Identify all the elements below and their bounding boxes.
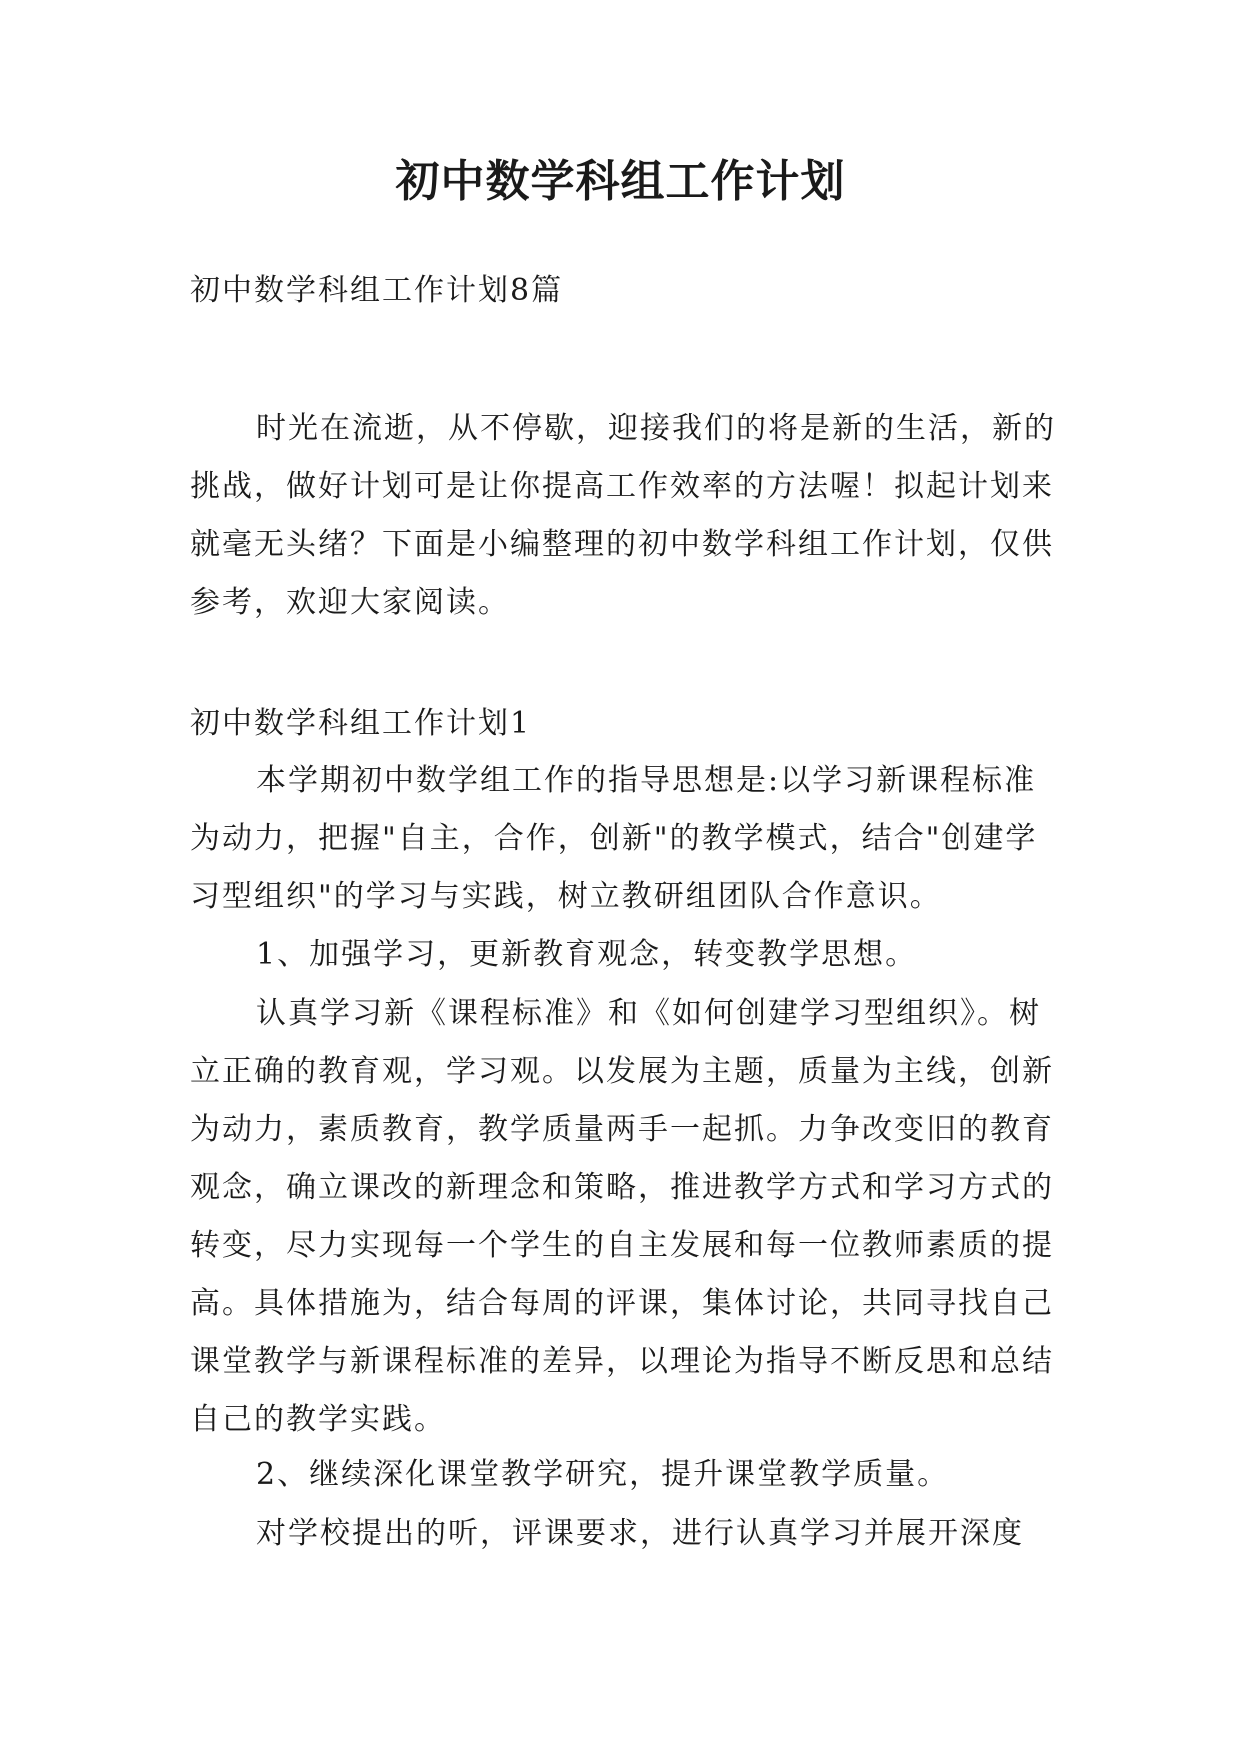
- body-paragraph: 对学校提出的听，评课要求，进行认真学习并展开深度: [256, 1516, 1024, 1551]
- list-heading: 1、加强学习，更新教育观念，转变教学思想。: [256, 937, 918, 972]
- list-heading: 2、继续深化课堂教学研究，提升课堂教学质量。: [256, 1457, 950, 1492]
- document-subtitle: 初中数学科组工作计划8篇: [190, 273, 564, 308]
- body-paragraph: 认真学习新《课程标准》和《如何创建学习型组织》。树立正确的教育观，学习观。以发展为主题，质量为主线，创新为动力，素质教育，教学质量两手一起抓。力争改变旧的教育观念，确立课改的新理念和策略，推进教学方式和学习方式的转变，尽力实现每一个学生的自主发展和每一位教师素质的提高。具体措施为，结合每周的评课，集体讨论，共同寻找自己课堂教学与新课程标准的差异，以理论为指导不断反思和总结自己的教学实践。: [190, 996, 1054, 1437]
- body-paragraph: 本学期初中数学组工作的指导思想是:以学习新课程标准为动力，把握"自主，合作，创新"的教学模式，结合"创建学习型组织"的学习与实践，树立教研组团队合作意识。: [190, 763, 1038, 914]
- section-heading: 初中数学科组工作计划1: [190, 706, 532, 741]
- document-title: 初中数学科组工作计划: [395, 156, 846, 207]
- intro-paragraph: 时光在流逝，从不停歇，迎接我们的将是新的生活，新的挑战，做好计划可是让你提高工作效率的方法喔！拟起计划来就毫无头绪？下面是小编整理的初中数学科组工作计划，仅供参考，欢迎大家阅读。: [190, 411, 1056, 620]
